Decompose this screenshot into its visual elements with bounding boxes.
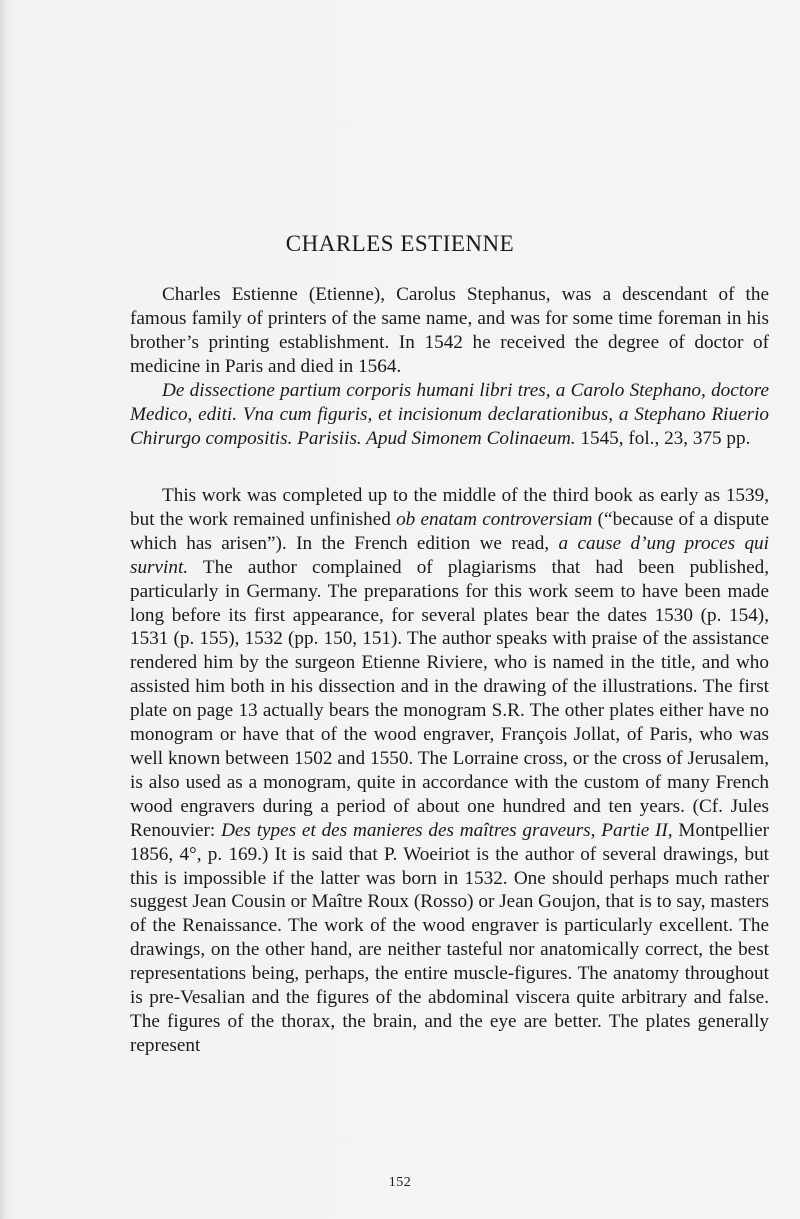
- body-paragraph: [130, 484, 769, 1058]
- intro-paragraph: Charles Estienne (Etienne), Carolus Stephanus, was a descendant of the famous family of printers of the same name, and was for some time foreman in his brother’s printing establishment. In 1542 he received the degree of doctor of medicine in Paris and died in 1564.: [130, 284, 769, 377]
- body-text-1: This work was completed up to the middle of the third book as early as 1539, but the work remained unfinished: [130, 485, 769, 530]
- citation-details: 1545, fol., 23, 375 pp.: [575, 427, 751, 449]
- body-italic-2: a cause d’ung proces qui survint.: [130, 532, 769, 578]
- citation-title: De dissectione partium corporis humani libri tres, a Carolo Stephano, doctore Medico, editi. Vna cum figuris, et incisionum declarationibus, a Stephano Riuerio Chirurgo compositis. Parisiis. Apud Simonem Colinaeum.: [130, 380, 769, 449]
- body-paragraph-block: [130, 484, 769, 1058]
- body-text-2: (“because of a dispute which has arisen”). In the French edition we read,: [130, 508, 769, 554]
- body-text-4: Montpellier 1856, 4°, p. 169.) It is said that P. Woeiriot is the author of several drawings, but this is impossible if the latter was born in 1532. One should perhaps much rather suggest Jean Cousin or Maître Roux (Rosso) or Jean Goujon, that is to say, masters of the Renaissance. The work of the wood engraver is particularly excellent. The drawings, on the other hand, are neither tasteful nor anatomically correct, the best representations being, perhaps, the entire muscle-figures. The anatomy throughout is pre-Vesalian and the figures of the abdominal viscera quite arbitrary and false. The figures of the thorax, the brain, and the eye are better. The plates generally represent: [130, 819, 769, 1056]
- intro-paragraph-block: [130, 283, 769, 379]
- body-text-3: The author complained of plagiarisms that had been published, particularly in Germany. The preparations for this work seem to have been made long before its first appearance, for several plates bear the dates 1530 (p. 154), 1531 (p. 155), 1532 (pp. 150, 151). The author speaks with praise of the assistance rendered him by the surgeon Etienne Riviere, who is named in the title, and who assisted him both in his dissection and in the drawing of the illustrations. The first plate on page 13 actually bears the monogram S.R. The other plates either have no monogram or have that of the wood engraver, François Jollat, of Paris, who was well known between 1502 and 1550. The Lorraine cross, or the cross of Jerusalem, is also used as a monogram, quite in accordance with the custom of many French wood engravers during a period of about one hundred and ten years. (Cf. Jules Renouvier:: [130, 556, 769, 841]
- citation-paragraph-block: [130, 379, 769, 451]
- body-italic-3: Des types et des manieres des maîtres graveurs, Partie II,: [221, 819, 673, 841]
- citation-paragraph: [130, 379, 769, 451]
- chapter-heading: CHARLES ESTIENNE: [285, 231, 515, 256]
- page-number: 152: [388, 1175, 412, 1190]
- body-italic-1: ob enatam controversiam: [396, 508, 593, 530]
